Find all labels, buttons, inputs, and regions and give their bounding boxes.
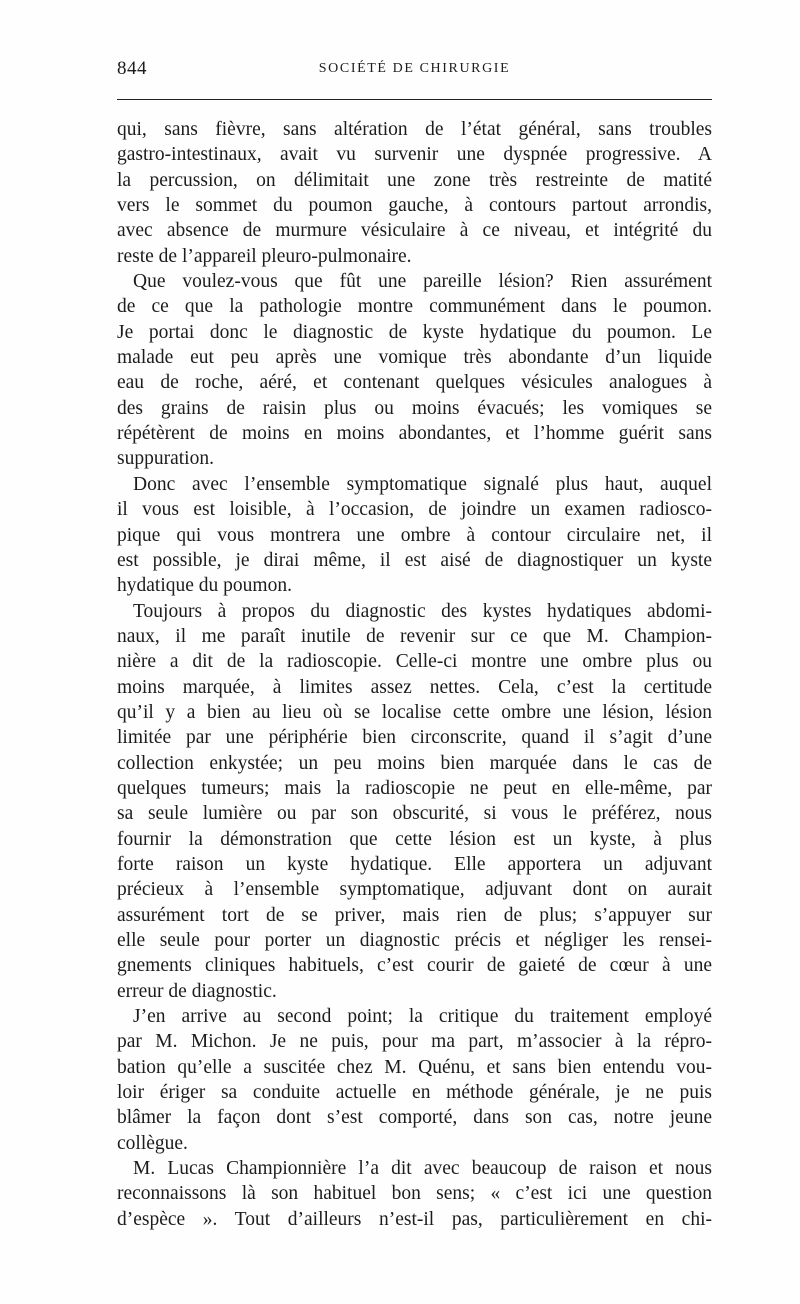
text-line: blâmer la façon dont s’est comporté, dans son cas, notre jeune bbox=[117, 1107, 712, 1129]
paragraph-3 bbox=[117, 472, 712, 599]
text-line: fournir la démonstration que cette lésion est un kyste, à plus bbox=[117, 828, 712, 850]
text-line: forte raison un kyste hydatique. Elle apportera un adjuvant bbox=[117, 853, 712, 875]
text-line: gnements cliniques habituels, c’est courir de gaieté de cœur à une bbox=[117, 955, 712, 977]
text-line: malade eut peu après une vomique très abondante d’un liquide bbox=[117, 347, 712, 369]
text-line: nière a dit de la radioscopie. Celle-ci montre une ombre plus ou bbox=[117, 651, 712, 673]
text-line: vers le sommet du poumon gauche, à contours partout arrondis, bbox=[117, 195, 712, 217]
text-line: est possible, je dirai même, il est aisé de diagnostiquer un kyste bbox=[117, 549, 712, 571]
text-line: eau de roche, aéré, et contenant quelques vésicules analogues à bbox=[117, 372, 712, 394]
running-title: SOCIÉTÉ DE CHIRURGIE bbox=[318, 61, 511, 76]
text-line: M. Lucas Championnière l’a dit avec beaucoup de raison et nous bbox=[133, 1158, 712, 1180]
text-line: il vous est loisible, à l’occasion, de joindre un examen radiosco- bbox=[117, 499, 712, 521]
text-line: collègue. bbox=[117, 1132, 188, 1154]
body-text bbox=[117, 117, 712, 1232]
paragraph-5 bbox=[117, 1004, 712, 1156]
text-line: d’espèce ». Tout d’ailleurs n’est-il pas, particulièrement en chi- bbox=[117, 1208, 712, 1230]
paragraph-1 bbox=[117, 117, 712, 269]
text-line: gastro-intestinaux, avait vu survenir une dyspnée progressive. A bbox=[117, 144, 712, 166]
text-line: moins marquée, à limites assez nettes. Cela, c’est la certitude bbox=[117, 676, 712, 698]
text-line: Que voulez-vous que fût une pareille lésion? Rien assurément bbox=[133, 271, 712, 293]
paragraph-6 bbox=[117, 1156, 712, 1232]
text-line: bation qu’elle a suscitée chez M. Quénu, et sans bien entendu vou- bbox=[117, 1056, 712, 1078]
text-line: collection enkystée; un peu moins bien marquée dans le cas de bbox=[117, 752, 712, 774]
text-line: suppuration. bbox=[117, 448, 214, 470]
text-line: elle seule pour porter un diagnostic précis et négliger les rensei- bbox=[117, 930, 712, 951]
text-line: la percussion, on délimitait une zone très restreinte de matité bbox=[117, 169, 712, 191]
text-line: Je portai donc le diagnostic de kyste hydatique du poumon. Le bbox=[117, 321, 712, 343]
text-line: pique qui vous montrera une ombre à contour circulaire net, il bbox=[117, 524, 712, 546]
paragraph-2 bbox=[117, 269, 712, 472]
text-line: précieux à l’ensemble symptomatique, adjuvant dont on aurait bbox=[117, 879, 712, 901]
text-line: limitée par une périphérie bien circonscrite, quand il s’agit d’une bbox=[117, 727, 712, 749]
paragraph-4 bbox=[117, 599, 712, 1005]
text-line: de ce que la pathologie montre communément dans le poumon. bbox=[117, 296, 712, 318]
text-line: répétèrent de moins en moins abondantes, et l’homme guérit sans bbox=[117, 423, 712, 445]
text-line: qui, sans fièvre, sans altération de l’état général, sans troubles bbox=[117, 119, 712, 140]
text-line: assurément tort de se priver, mais rien de plus; s’appuyer sur bbox=[117, 904, 712, 926]
text-line: naux, il me paraît inutile de revenir sur ce que M. Champion- bbox=[117, 625, 712, 647]
text-line: hydatique du poumon. bbox=[117, 575, 292, 597]
text-line: quelques tumeurs; mais la radioscopie ne peut en elle-même, par bbox=[117, 777, 712, 799]
text-line: reconnaissons là son habituel bon sens; « c’est ici une question bbox=[117, 1183, 712, 1205]
text-line: loir ériger sa conduite actuelle en méthode générale, je ne puis bbox=[117, 1082, 712, 1104]
text-line: Toujours à propos du diagnostic des kystes hydatiques abdomi- bbox=[133, 600, 712, 622]
text-line: J’en arrive au second point; la critique du traitement employé bbox=[133, 1006, 712, 1028]
text-line: par M. Michon. Je ne puis, pour ma part, m’associer à la répro- bbox=[117, 1031, 712, 1053]
text-line: Donc avec l’ensemble symptomatique signalé plus haut, auquel bbox=[133, 473, 712, 495]
text-line: avec absence de murmure vésiculaire à ce niveau, et intégrité du bbox=[117, 220, 712, 242]
text-line: qu’il y a bien au lieu où se localise cette ombre une lésion, lésion bbox=[117, 701, 712, 723]
page-number: 844 bbox=[117, 58, 147, 79]
text-line: sa seule lumière ou par son obscurité, si vous le préférez, nous bbox=[117, 803, 712, 825]
text-line: erreur de diagnostic. bbox=[117, 980, 277, 1002]
text-line: des grains de raisin plus ou moins évacués; les vomiques se bbox=[117, 397, 712, 419]
text-line: reste de l’appareil pleuro-pulmonaire. bbox=[117, 245, 412, 267]
running-head bbox=[117, 58, 712, 88]
header-rule bbox=[117, 99, 712, 100]
